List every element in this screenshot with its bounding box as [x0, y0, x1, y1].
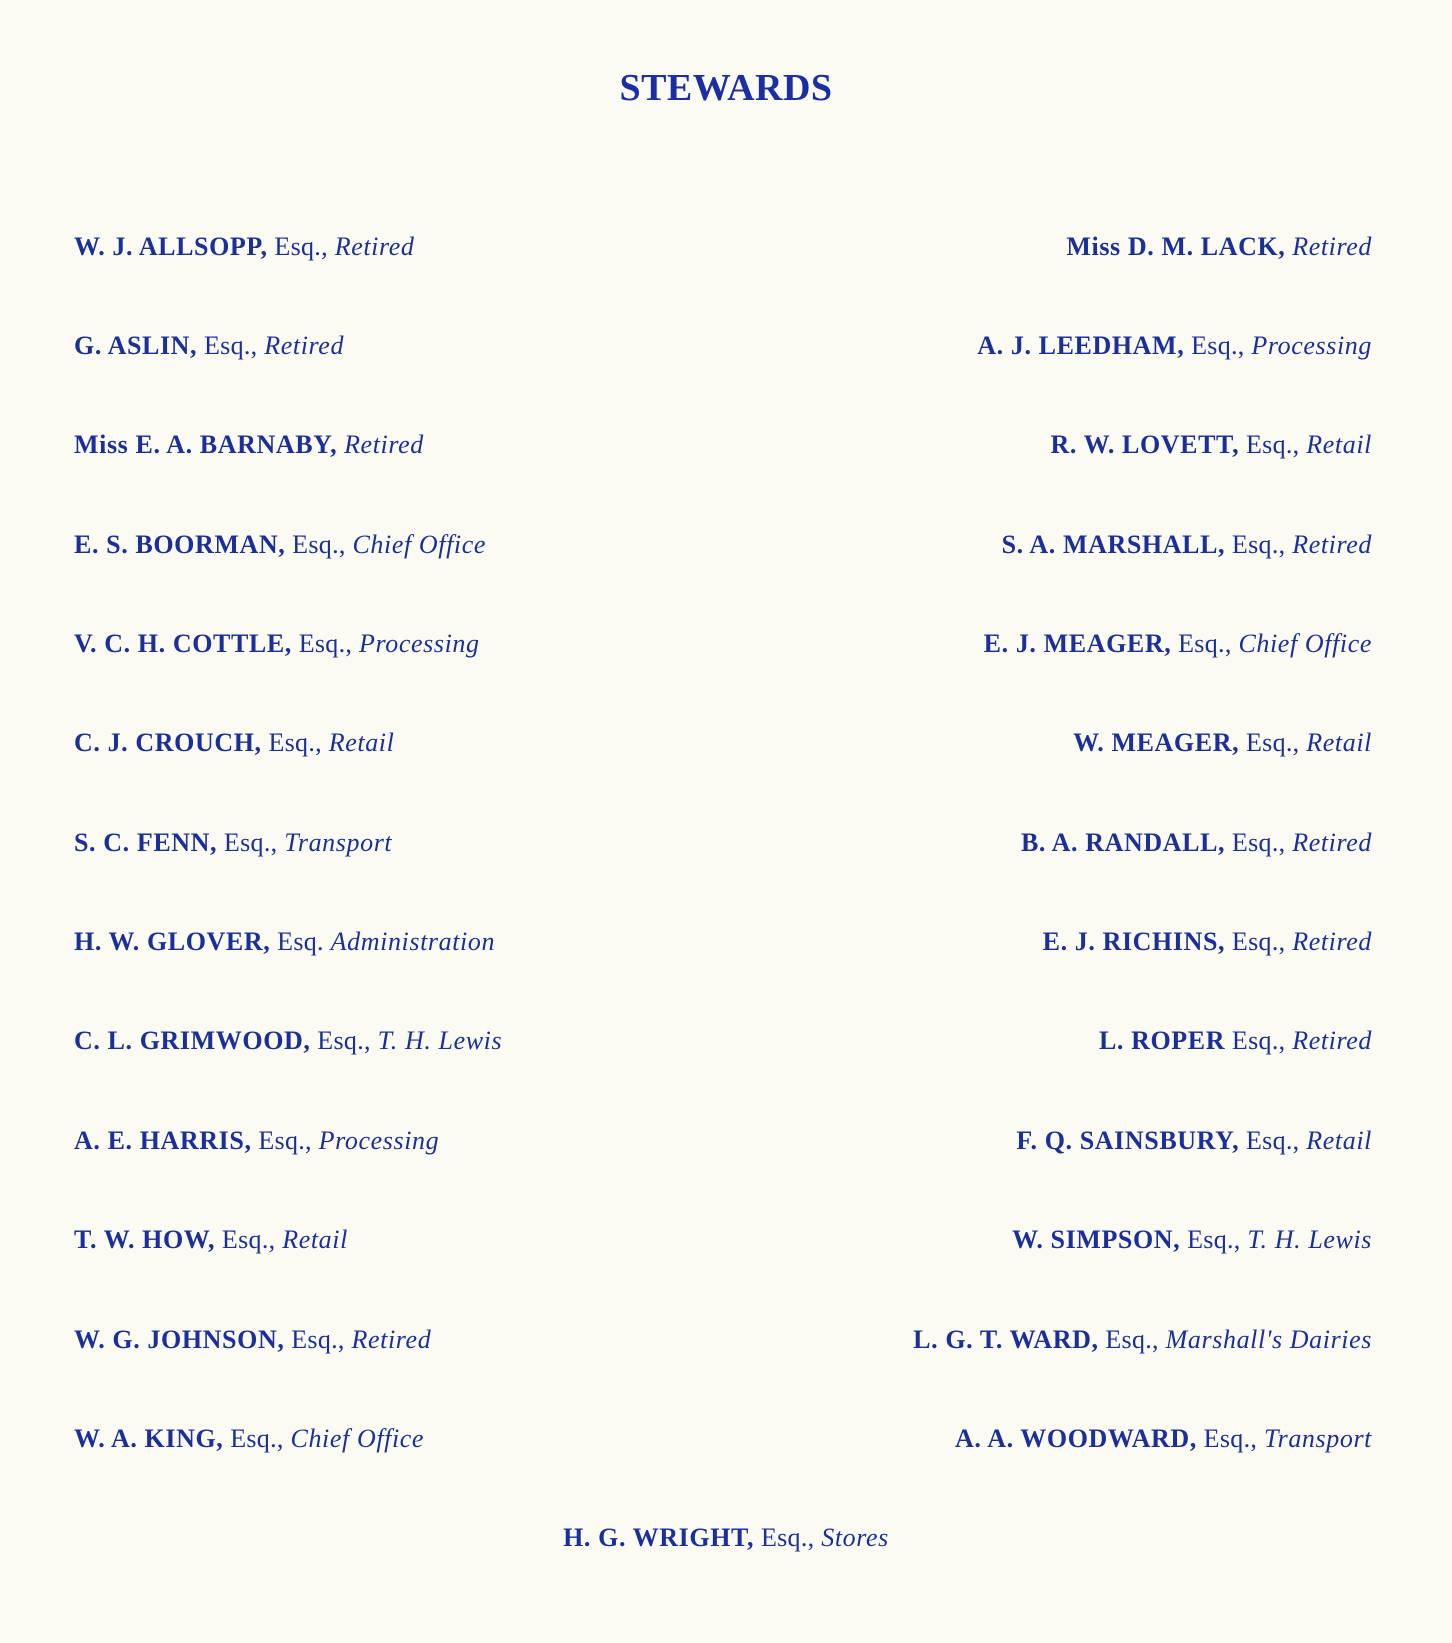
steward-entry — [74, 331, 344, 361]
steward-title: Esq., — [291, 629, 360, 658]
steward-entry — [1043, 927, 1372, 957]
steward-name: L. ROPER — [1098, 1026, 1226, 1055]
steward-department: T. H. Lewis — [377, 1026, 503, 1055]
steward-name: C. L. GRIMWOOD, — [74, 1026, 311, 1055]
steward-department: Retail — [1306, 728, 1372, 757]
steward-entry — [74, 629, 480, 659]
steward-department: Chief Office — [1238, 629, 1372, 658]
steward-name: E. S. BOORMAN, — [74, 530, 286, 559]
steward-title: Esq., — [215, 1225, 283, 1254]
steward-entry — [1051, 430, 1372, 460]
steward-department: Processing — [318, 1126, 440, 1155]
steward-name: Miss E. A. BARNABY, — [74, 430, 338, 459]
steward-name: T. W. HOW, — [74, 1225, 216, 1254]
steward-title: Esq., — [1184, 331, 1252, 360]
steward-title: Esq., — [1098, 1325, 1166, 1354]
steward-name: W. G. JOHNSON, — [74, 1325, 285, 1354]
steward-entry — [984, 629, 1372, 659]
steward-name: Miss D. M. LACK, — [1066, 232, 1286, 261]
steward-name: W. A. KING, — [74, 1424, 224, 1453]
steward-title: Esq., — [754, 1523, 822, 1552]
steward-department: Transport — [284, 828, 393, 857]
steward-department: Chief Office — [290, 1424, 425, 1453]
steward-department: Administration — [330, 927, 496, 956]
steward-name: E. J. MEAGER, — [983, 629, 1172, 658]
steward-title: Esq., — [1239, 430, 1307, 459]
steward-department: Retail — [1306, 1126, 1372, 1155]
steward-title: Esq., — [1180, 1225, 1248, 1254]
steward-entry — [1021, 828, 1372, 858]
steward-entry — [955, 1424, 1372, 1454]
steward-name: E. J. RICHINS, — [1042, 927, 1226, 956]
steward-name: C. J. CROUCH, — [74, 728, 262, 757]
steward-title: Esq., — [1225, 530, 1293, 559]
steward-department: Marshall's Dairies — [1165, 1325, 1372, 1354]
steward-title: Esq., — [1196, 1424, 1264, 1453]
steward-name: L. G. T. WARD, — [913, 1325, 1099, 1354]
steward-name: W. J. ALLSOPP, — [74, 232, 268, 261]
steward-department: Retired — [351, 1325, 432, 1354]
steward-department: Retail — [328, 728, 395, 757]
steward-title: Esq., — [197, 331, 265, 360]
steward-entry — [1016, 1126, 1372, 1156]
steward-department: T. H. Lewis — [1247, 1225, 1372, 1254]
steward-entry — [74, 927, 495, 957]
steward-name: W. SIMPSON, — [1012, 1225, 1181, 1254]
steward-name: S. C. FENN, — [74, 828, 218, 857]
steward-title: Esq., — [251, 1126, 319, 1155]
steward-entry — [74, 1424, 424, 1454]
steward-entry — [913, 1325, 1372, 1355]
steward-department: Retired — [344, 430, 424, 459]
steward-department: Retired — [1292, 828, 1372, 857]
steward-name: G. ASLIN, — [74, 331, 198, 360]
steward-name: A. E. HARRIS, — [74, 1126, 252, 1155]
steward-name: W. MEAGER, — [1073, 728, 1240, 757]
steward-department: Processing — [1251, 331, 1372, 360]
steward-department: Retail — [1306, 430, 1372, 459]
steward-department: Stores — [821, 1523, 889, 1552]
steward-entry — [74, 828, 392, 858]
steward-title: Esq. — [270, 927, 331, 956]
steward-title: Esq., — [267, 232, 335, 261]
steward-name: F. Q. SAINSBURY, — [1016, 1126, 1240, 1155]
steward-entry — [74, 1225, 348, 1255]
steward-title: Esq., — [285, 530, 353, 559]
steward-entry — [74, 1325, 431, 1355]
steward-title: Esq., — [261, 728, 329, 757]
steward-name: A. A. WOODWARD, — [955, 1424, 1197, 1453]
steward-title: Esq., — [217, 828, 285, 857]
steward-title: Esq., — [1239, 1126, 1307, 1155]
steward-department: Retired — [264, 331, 345, 360]
steward-title: Esq., — [310, 1026, 378, 1055]
steward-entry — [74, 430, 424, 460]
steward-name: H. W. GLOVER, — [74, 927, 271, 956]
steward-department: Transport — [1263, 1424, 1372, 1453]
steward-entry — [74, 232, 414, 262]
steward-title: Esq., — [1225, 927, 1293, 956]
steward-department: Retired — [1292, 1026, 1372, 1055]
steward-department: Retired — [1292, 232, 1372, 261]
steward-entry — [1073, 728, 1372, 758]
steward-entry — [977, 331, 1372, 361]
steward-department: Retired — [1292, 927, 1372, 956]
steward-department: Retired — [334, 232, 415, 261]
steward-name: B. A. RANDALL, — [1020, 828, 1226, 857]
steward-entry — [74, 1026, 502, 1056]
steward-title: Esq., — [1225, 1026, 1293, 1055]
steward-department: Processing — [359, 629, 480, 658]
steward-name: S. A. MARSHALL, — [1001, 530, 1226, 559]
steward-title: Esq., — [1239, 728, 1307, 757]
steward-title: Esq., — [223, 1424, 291, 1453]
steward-name: H. G. WRIGHT, — [563, 1523, 755, 1552]
steward-entry — [1002, 530, 1372, 560]
steward-entry — [1066, 232, 1372, 262]
steward-title: Esq., — [1171, 629, 1239, 658]
steward-entry — [74, 728, 394, 758]
steward-name: V. C. H. COTTLE, — [74, 629, 292, 658]
steward-entry — [1012, 1225, 1372, 1255]
steward-entry — [74, 530, 486, 560]
steward-title: Esq., — [284, 1325, 352, 1354]
steward-department: Retired — [1292, 530, 1372, 559]
steward-name: R. W. LOVETT, — [1050, 430, 1240, 459]
steward-entry-final — [0, 1523, 1452, 1553]
steward-department: Chief Office — [352, 530, 487, 559]
steward-name: A. J. LEEDHAM, — [977, 331, 1185, 360]
steward-entry — [1099, 1026, 1372, 1056]
steward-entry — [74, 1126, 439, 1156]
steward-title: Esq., — [1225, 828, 1293, 857]
page-title: STEWARDS — [619, 67, 833, 109]
steward-department: Retail — [282, 1225, 348, 1254]
